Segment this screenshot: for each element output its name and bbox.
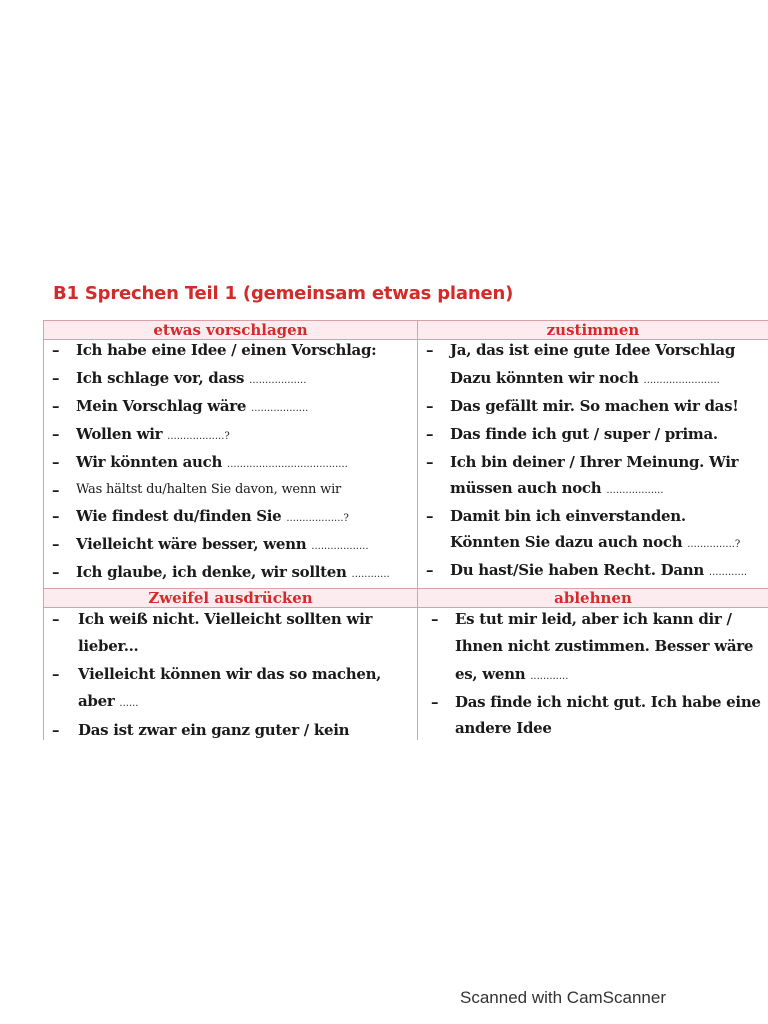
list-item: Ich habe eine Idee / einen Vorschlag: xyxy=(76,341,377,359)
list-item: Ich glaube, ich denke, wir sollten ............ xyxy=(76,563,390,581)
table-border-left xyxy=(43,320,44,740)
list-dash: – xyxy=(426,397,434,415)
list-item: Dazu könnten wir noch ........................ xyxy=(450,369,720,387)
list-item: Ja, das ist eine gute Idee Vorschlag xyxy=(450,341,736,359)
list-item: Wir könnten auch ...................................... xyxy=(76,453,348,471)
list-item: Das ist zwar ein ganz guter / kein xyxy=(78,721,350,739)
list-dash: – xyxy=(52,610,60,628)
list-dash: – xyxy=(52,481,60,499)
list-item: Das finde ich gut / super / prima. xyxy=(450,425,718,443)
header-divider-bottom xyxy=(43,607,768,608)
list-dash: – xyxy=(431,610,439,628)
list-dash: – xyxy=(52,425,60,443)
list-item: Mein Vorschlag wäre .................. xyxy=(76,397,309,415)
document-title: B1 Sprechen Teil 1 (gemeinsam etwas planen) xyxy=(53,283,514,304)
list-item: es, wenn ............ xyxy=(455,665,569,683)
list-item: Wollen wir ..................? xyxy=(76,425,230,443)
list-dash: – xyxy=(52,721,60,739)
table-column-divider xyxy=(417,320,418,740)
list-item: Wie findest du/finden Sie ..................? xyxy=(76,507,349,525)
list-item: Du hast/Sie haben Recht. Dann ............ xyxy=(450,561,748,579)
header-ablehnen: ablehnen xyxy=(418,589,768,607)
list-item: andere Idee xyxy=(455,719,552,737)
list-item: Damit bin ich einverstanden. xyxy=(450,507,686,525)
list-dash: – xyxy=(52,341,60,359)
list-dash: – xyxy=(52,665,60,683)
list-dash: – xyxy=(52,507,60,525)
list-item: Vielleicht können wir das so machen, xyxy=(78,665,382,683)
list-item: Könnten Sie dazu auch noch ...............? xyxy=(450,533,741,551)
list-item: Ich weiß nicht. Vielleicht sollten wir xyxy=(78,610,373,628)
list-item: Das finde ich nicht gut. Ich habe eine xyxy=(455,693,761,711)
header-zweifel: Zweifel ausdrücken xyxy=(44,589,417,607)
list-dash: – xyxy=(431,693,439,711)
header-zustimmen: zustimmen xyxy=(418,321,768,339)
list-dash: – xyxy=(52,397,60,415)
list-dash: – xyxy=(426,425,434,443)
list-item: lieber... xyxy=(78,637,139,655)
list-item: Vielleicht wäre besser, wenn .................. xyxy=(76,535,369,553)
list-item: Ihnen nicht zustimmen. Besser wäre xyxy=(455,637,754,655)
camscanner-watermark: Scanned with CamScanner xyxy=(460,988,667,1007)
list-item: müssen auch noch .................. xyxy=(450,479,664,497)
list-dash: – xyxy=(52,369,60,387)
list-dash: – xyxy=(426,507,434,525)
phrase-table xyxy=(43,320,768,740)
list-dash: – xyxy=(52,535,60,553)
list-dash: – xyxy=(426,341,434,359)
list-dash: – xyxy=(426,453,434,471)
header-vorschlagen: etwas vorschlagen xyxy=(44,321,417,339)
list-item: Ich schlage vor, dass .................. xyxy=(76,369,307,387)
list-item: Ich bin deiner / Ihrer Meinung. Wir xyxy=(450,453,739,471)
list-dash: – xyxy=(426,561,434,579)
list-item: Was hältst du/halten Sie davon, wenn wir xyxy=(76,482,342,497)
list-item: Es tut mir leid, aber ich kann dir / xyxy=(455,610,732,628)
list-item: aber ...... xyxy=(78,692,139,710)
list-item: Das gefällt mir. So machen wir das! xyxy=(450,397,739,415)
list-dash: – xyxy=(52,563,60,581)
list-dash: – xyxy=(52,453,60,471)
